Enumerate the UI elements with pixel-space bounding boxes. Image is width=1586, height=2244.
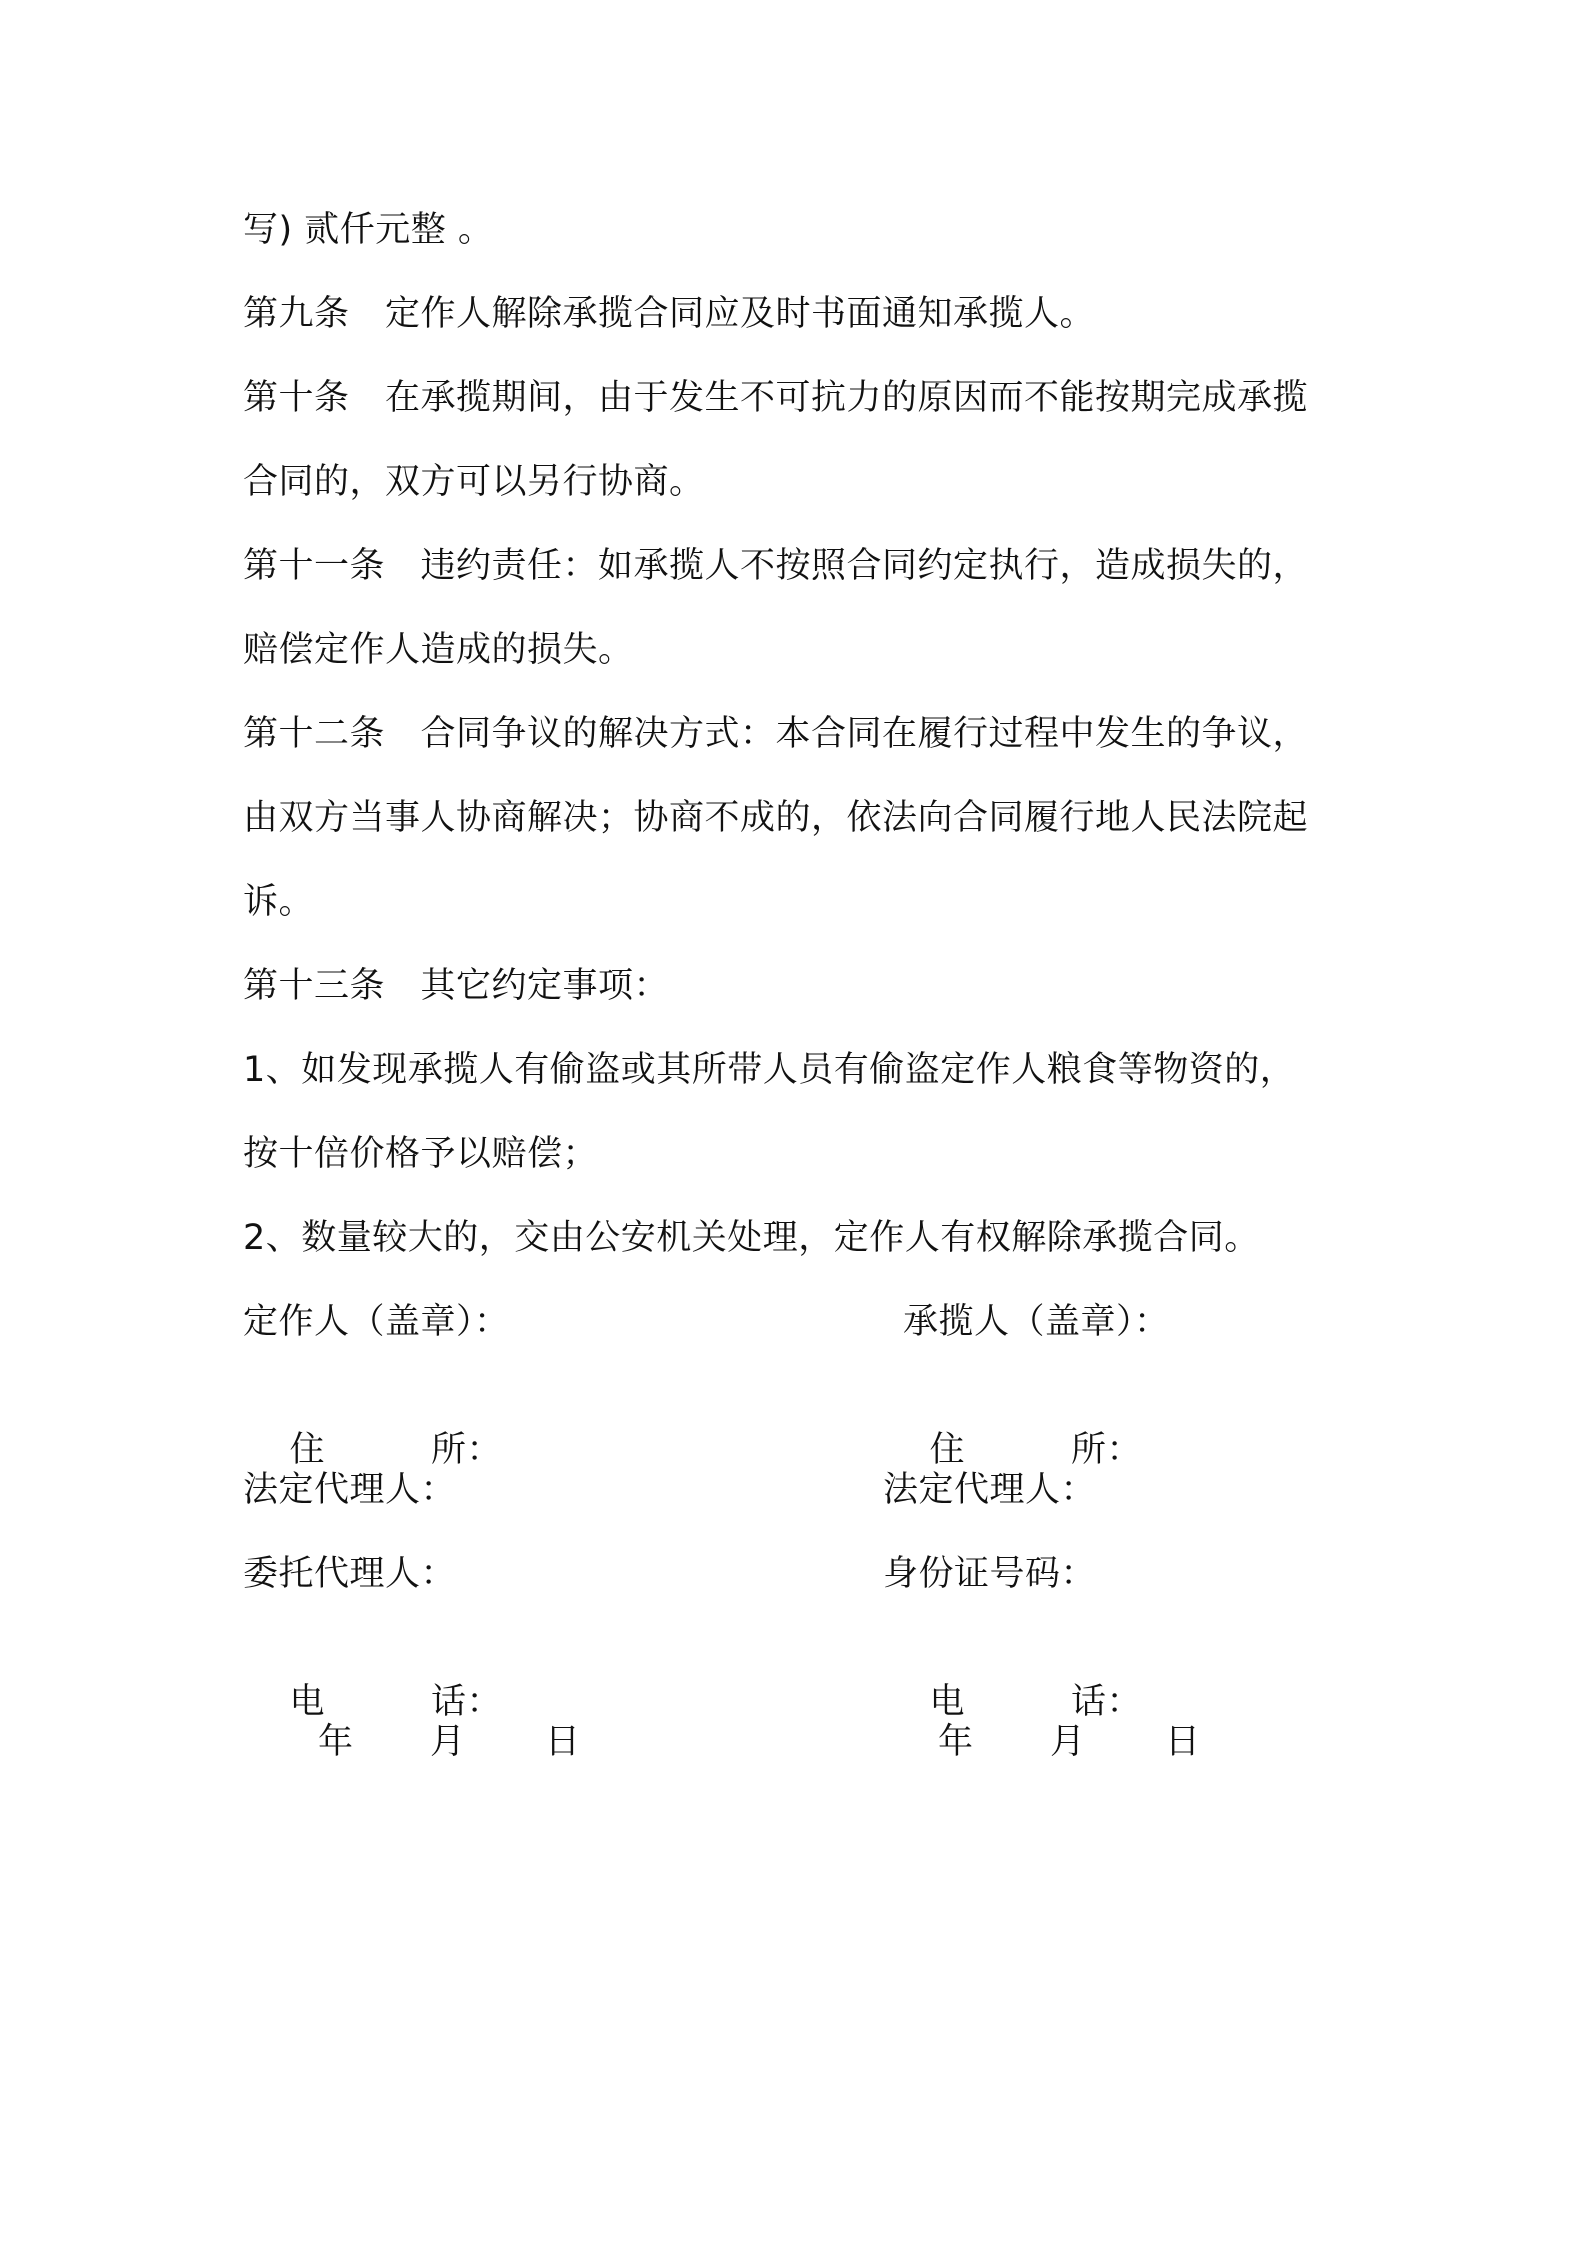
list-item: 2、数量较大的，交由公安机关处理，定作人有权解除承揽合同。: [243, 1218, 1260, 1258]
right-phone-a: 电: [929, 1682, 966, 1722]
right-address-a: 住: [929, 1430, 966, 1470]
article-9: 第九条 定作人解除承揽合同应及时书面通知承揽人。: [243, 294, 1096, 334]
paragraph-line: 诉。: [243, 882, 315, 922]
right-party-label: 承揽人（盖章）：: [903, 1302, 1170, 1342]
left-day: 日: [545, 1722, 581, 1762]
article-13: 第十三条 其它约定事项：: [243, 966, 670, 1006]
right-id-number-label: 身份证号码：: [883, 1554, 1097, 1594]
left-year: 年: [318, 1722, 354, 1762]
paragraph-line: 由双方当事人协商解决；协商不成的，依法向合同履行地人民法院起: [243, 798, 1309, 838]
left-address-a: 住: [289, 1430, 326, 1470]
article-10: 第十条 在承揽期间，由于发生不可抗力的原因而不能按期完成承揽: [243, 378, 1309, 418]
left-legal-rep-label: 法定代理人：: [243, 1470, 457, 1510]
paragraph-line: 赔偿定作人造成的损失。: [243, 630, 634, 670]
left-address-b: 所：: [431, 1430, 503, 1470]
paragraph-line: 写) 贰仟元整 。: [243, 210, 494, 250]
paragraph-line: 按十倍价格予以赔偿；: [243, 1134, 599, 1174]
right-phone-b: 话：: [1071, 1682, 1143, 1722]
right-legal-rep-label: 法定代理人：: [883, 1470, 1097, 1510]
paragraph-line: 合同的，双方可以另行协商。: [243, 462, 705, 502]
list-item: 1、如发现承揽人有偷盗或其所带人员有偷盗定作人粮食等物资的，: [243, 1050, 1296, 1090]
left-phone-b: 话：: [431, 1682, 503, 1722]
right-day: 日: [1165, 1722, 1201, 1762]
right-address-b: 所：: [1071, 1430, 1143, 1470]
left-party-label: 定作人（盖章）：: [243, 1302, 510, 1342]
left-agent-label: 委托代理人：: [243, 1554, 457, 1594]
left-month: 月: [430, 1722, 466, 1762]
right-year: 年: [938, 1722, 974, 1762]
right-month: 月: [1050, 1722, 1086, 1762]
right-phone-label: [883, 1636, 1142, 1768]
article-12: 第十二条 合同争议的解决方式：本合同在履行过程中发生的争议，: [243, 714, 1309, 754]
left-phone-a: 电: [289, 1682, 326, 1722]
article-11: 第十一条 违约责任：如承揽人不按照合同约定执行，造成损失的，: [243, 546, 1309, 586]
